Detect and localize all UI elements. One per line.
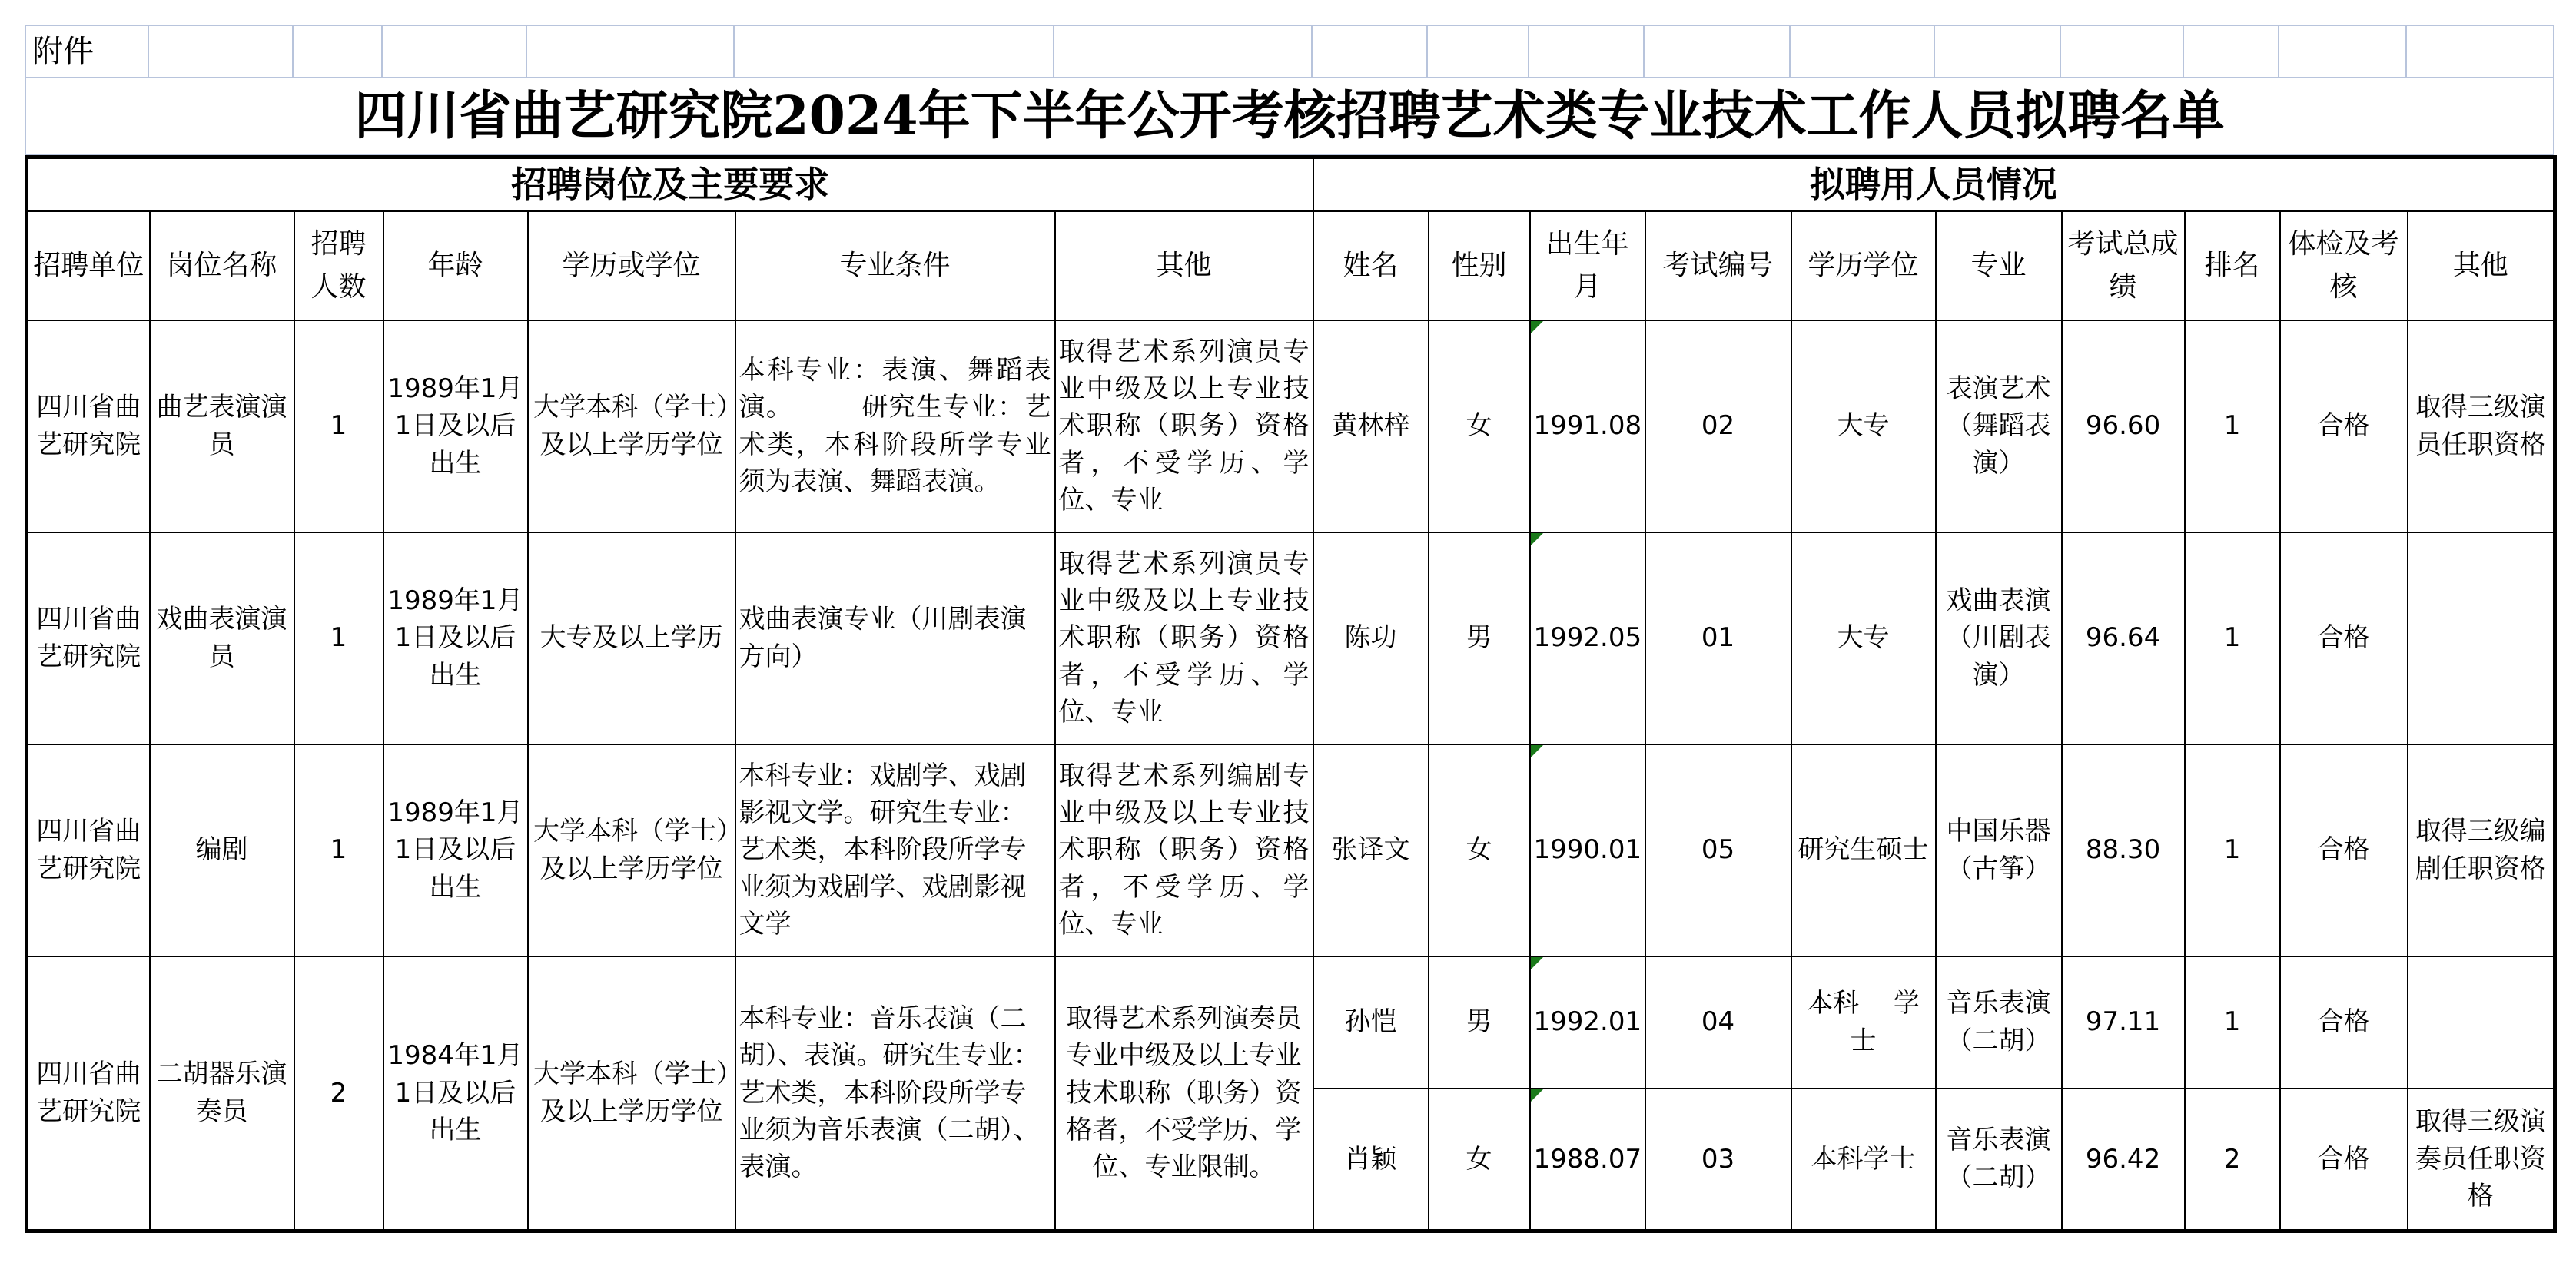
cell-speciality: 音乐表演（二胡） [1936, 1089, 2062, 1231]
cell-speciality: 音乐表演（二胡） [1936, 956, 2062, 1089]
cell-age: 1989年1月1日及以后出生 [383, 744, 528, 956]
cell-unit: 四川省曲艺研究院 [27, 956, 150, 1231]
page-title: 四川省曲艺研究院2024年下半年公开考核招聘艺术类专业技术工作人员拟聘名单 [25, 78, 2554, 154]
header-post: 岗位名称 [150, 211, 294, 320]
cell-remark: 取得三级演奏员任职资格 [2408, 1089, 2555, 1231]
cell-birth: 1992.01 [1530, 956, 1645, 1089]
cell-post: 编剧 [150, 744, 294, 956]
cell-other: 取得艺术系列演员专业中级及以上专业技术职称（职务）资格者，不受学历、学位、专业 [1058, 336, 1310, 515]
header-major: 专业条件 [735, 211, 1055, 320]
cell-major: 戏曲表演专业（川剧表演方向） [739, 604, 1027, 672]
cell-major: 本科专业：戏剧学、戏剧影视文学。研究生专业：艺术类，本科阶段所学专业须为戏剧学、戏剧影视文学 [739, 760, 1027, 940]
attachment-label: 附件 [25, 25, 148, 78]
cell-speciality: 表演艺术（舞蹈表演） [1936, 320, 2062, 532]
header-age: 年龄 [383, 211, 528, 320]
cell-check: 合格 [2280, 320, 2408, 532]
table-row [27, 320, 2555, 532]
header-score: 考试总成绩 [2062, 211, 2185, 320]
cell-check: 合格 [2280, 956, 2408, 1089]
cell-gender: 女 [1429, 744, 1530, 956]
cell-gender: 女 [1429, 320, 1530, 532]
cell-exam-no: 04 [1645, 956, 1791, 1089]
header-birth: 出生年月 [1530, 211, 1645, 320]
candidate-table [25, 155, 2557, 1233]
cell-major: 本科专业：表演、舞蹈表演。 研究生专业：艺术类，本科阶段所学专业须为表演、舞蹈表演。 [739, 354, 1051, 497]
cell-name: 张译文 [1313, 744, 1429, 956]
cell-remark [2408, 532, 2555, 744]
cell-birth: 1988.07 [1530, 1089, 1645, 1231]
cell-degree: 大专 [1791, 320, 1936, 532]
table-row [27, 744, 2555, 956]
cell-name: 肖颖 [1313, 1089, 1429, 1231]
table-row [27, 532, 2555, 744]
cell-other: 取得艺术系列演奏员专业中级及以上专业技术职称（职务）资格者，不受学历、学位、专业限制。 [1066, 1003, 1302, 1183]
cell-birth: 1991.08 [1530, 320, 1645, 532]
cell-check: 合格 [2280, 532, 2408, 744]
cell-speciality: 中国乐器（古筝） [1936, 744, 2062, 956]
cell-score: 96.42 [2062, 1089, 2185, 1231]
cell-count: 1 [294, 532, 383, 744]
header-check: 体检及考核 [2280, 211, 2408, 320]
header-speciality: 专业 [1936, 211, 2062, 320]
cell-count: 1 [294, 320, 383, 532]
header-rank: 排名 [2185, 211, 2280, 320]
header-name: 姓名 [1313, 211, 1429, 320]
cell-rank: 1 [2185, 744, 2280, 956]
header-unit: 招聘单位 [27, 211, 150, 320]
cell-education: 大专及以上学历 [528, 532, 735, 744]
cell-birth: 1990.01 [1530, 744, 1645, 956]
section-candidate: 拟聘用人员情况 [1313, 157, 2555, 211]
cell-post: 戏曲表演演员 [150, 532, 294, 744]
cell-birth: 1992.05 [1530, 532, 1645, 744]
cell-exam-no: 02 [1645, 320, 1791, 532]
cell-name: 孙恺 [1313, 956, 1429, 1089]
cell-score: 96.60 [2062, 320, 2185, 532]
cell-rank: 1 [2185, 956, 2280, 1089]
cell-exam-no: 03 [1645, 1089, 1791, 1231]
cell-unit: 四川省曲艺研究院 [27, 320, 150, 532]
column-header-row [27, 211, 2555, 320]
cell-gender: 男 [1429, 532, 1530, 744]
cell-check: 合格 [2280, 744, 2408, 956]
cell-age: 1989年1月1日及以后出生 [383, 320, 528, 532]
header-gender: 性别 [1429, 211, 1530, 320]
cell-remark: 取得三级演员任职资格 [2408, 320, 2555, 532]
cell-check: 合格 [2280, 1089, 2408, 1231]
cell-count: 1 [294, 744, 383, 956]
cell-rank: 2 [2185, 1089, 2280, 1231]
header-remark: 其他 [2408, 211, 2555, 320]
header-grid [25, 25, 2554, 155]
header-count: 招聘人数 [294, 211, 383, 320]
cell-education: 大学本科（学士）及以上学历学位 [528, 956, 735, 1231]
cell-unit: 四川省曲艺研究院 [27, 532, 150, 744]
cell-other: 取得艺术系列演员专业中级及以上专业技术职称（职务）资格者，不受学历、学位、专业 [1058, 548, 1310, 727]
cell-education: 大学本科（学士）及以上学历学位 [528, 320, 735, 532]
cell-education: 大学本科（学士）及以上学历学位 [528, 744, 735, 956]
cell-major: 本科专业：音乐表演（二胡）、表演。研究生专业：艺术类，本科阶段所学专业须为音乐表演（二胡）、表演。 [739, 1003, 1040, 1183]
cell-gender: 男 [1429, 956, 1530, 1089]
cell-remark: 取得三级编剧任职资格 [2408, 744, 2555, 956]
header-education: 学历或学位 [528, 211, 735, 320]
header-degree: 学历学位 [1791, 211, 1936, 320]
cell-degree: 大专 [1791, 532, 1936, 744]
table-row [27, 956, 2555, 1089]
cell-name: 陈功 [1313, 532, 1429, 744]
cell-score: 97.11 [2062, 956, 2185, 1089]
cell-rank: 1 [2185, 532, 2280, 744]
header-exam-no: 考试编号 [1645, 211, 1791, 320]
cell-exam-no: 01 [1645, 532, 1791, 744]
cell-score: 88.30 [2062, 744, 2185, 956]
cell-count: 2 [294, 956, 383, 1231]
cell-degree: 本科 学士 [1791, 956, 1936, 1089]
cell-post: 曲艺表演演员 [150, 320, 294, 532]
cell-exam-no: 05 [1645, 744, 1791, 956]
cell-remark [2408, 956, 2555, 1089]
cell-score: 96.64 [2062, 532, 2185, 744]
cell-post: 二胡器乐演奏员 [150, 956, 294, 1231]
cell-other: 取得艺术系列编剧专业中级及以上专业技术职称（职务）资格者，不受学历、学位、专业 [1058, 760, 1310, 940]
cell-rank: 1 [2185, 320, 2280, 532]
cell-name: 黄林梓 [1313, 320, 1429, 532]
cell-age: 1989年1月1日及以后出生 [383, 532, 528, 744]
cell-speciality: 戏曲表演（川剧表演） [1936, 532, 2062, 744]
cell-age: 1984年1月1日及以后出生 [383, 956, 528, 1231]
cell-degree: 研究生硕士 [1791, 744, 1936, 956]
header-other: 其他 [1055, 211, 1313, 320]
cell-unit: 四川省曲艺研究院 [27, 744, 150, 956]
spreadsheet [25, 25, 2557, 1233]
section-recruit: 招聘岗位及主要要求 [27, 157, 1313, 211]
cell-degree: 本科学士 [1791, 1089, 1936, 1231]
cell-gender: 女 [1429, 1089, 1530, 1231]
